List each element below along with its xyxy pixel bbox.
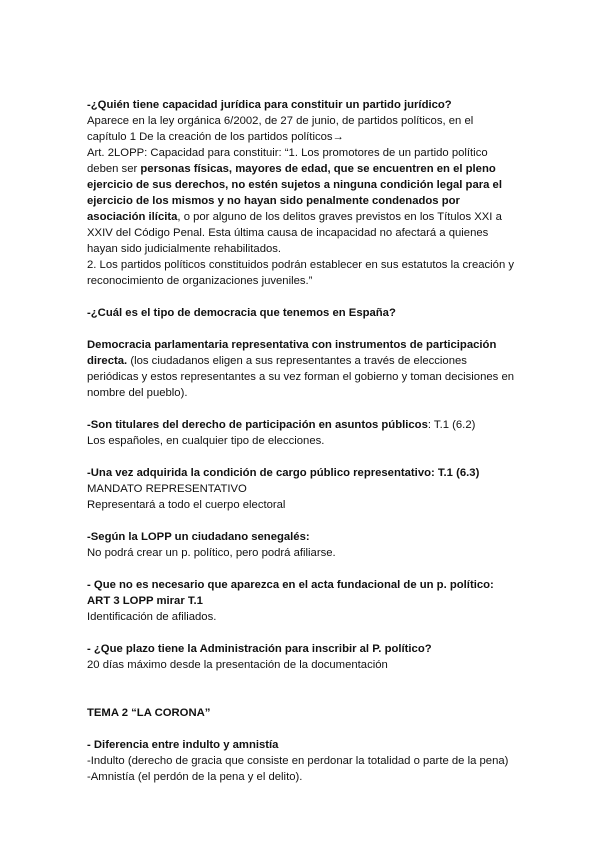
question-heading: -Una vez adquirida la condición de cargo público representativo: T.1 (6.3) — [87, 467, 480, 479]
question-heading: -Son titulares del derecho de participación en asuntos públicos: T.1 (6.2) — [87, 419, 476, 431]
paragraph: Representará a todo el cuerpo electoral — [87, 499, 286, 511]
section-titulares-derecho — [87, 417, 515, 449]
question-heading: -Según la LOPP un ciudadano senegalés: — [87, 531, 310, 543]
question-heading: - Que no es necesario que aparezca en el acta fundacional de un p. político: — [87, 579, 494, 591]
paragraph: MANDATO REPRESENTATIVO — [87, 483, 247, 495]
section-plazo-administracion — [87, 641, 515, 673]
section-capacidad-juridica — [87, 97, 515, 289]
section-ciudadano-senegales — [87, 529, 515, 561]
paragraph: Aparece en la ley orgánica 6/2002, de 27 de junio, de partidos políticos, en el capítulo 1 De la creación de los partidos políticos→ — [87, 115, 474, 143]
question-heading: - Diferencia entre indulto y amnistía — [87, 739, 279, 751]
section-tema-2 — [87, 705, 515, 721]
paragraph: Los españoles, en cualquier tipo de elecciones. — [87, 435, 325, 447]
paragraph: Art. 2LOPP: Capacidad para constituir: “1. Los promotores de un partido político deben ser personas físicas, mayores de edad, que se encuentren en el pleno ejercicio de sus derechos, no estén sujetos a ninguna condición legal para el ejercicio de los mismos y no hayan sido penalmente condenados por asociación ilícita, o por alguno de los delitos graves previstos en los Títulos XXI a XXIV del Código Penal. Esta última causa de incapacidad no afectará a quienes hayan sido judicialmente rehabilitados. — [87, 147, 502, 255]
paragraph: -Amnistía (el perdón de la pena y el delito). — [87, 771, 303, 783]
paragraph: 2. Los partidos políticos constituidos podrán establecer en sus estatutos la creación y reconocimiento de organizaciones juveniles.” — [87, 259, 515, 287]
section-indulto-amnistia — [87, 737, 515, 785]
paragraph: Identificación de afiliados. — [87, 611, 217, 623]
section-tipo-democracia — [87, 305, 515, 401]
section-acta-fundacional — [87, 577, 515, 625]
question-heading: - ¿Que plazo tiene la Administración para inscribir al P. político? — [87, 643, 432, 655]
paragraph: Democracia parlamentaria representativa con instrumentos de participación directa. (los ciudadanos eligen a sus representantes a través de elecciones periódicas y estos representantes a su vez forman el gobierno y toman decisiones en nombre del pueblo). — [87, 339, 515, 399]
paragraph: ART 3 LOPP mirar T.1 — [87, 595, 203, 607]
paragraph: No podrá crear un p. político, pero podrá afiliarse. — [87, 547, 336, 559]
question-heading: -¿Cuál es el tipo de democracia que tenemos en España? — [87, 307, 396, 319]
document-page — [87, 97, 515, 785]
section-cargo-publico — [87, 465, 515, 513]
paragraph: -Indulto (derecho de gracia que consiste en perdonar la totalidad o parte de la pena) — [87, 755, 509, 767]
paragraph: 20 días máximo desde la presentación de la documentación — [87, 659, 388, 671]
question-heading: -¿Quién tiene capacidad jurídica para constituir un partido jurídico? — [87, 99, 452, 111]
chapter-title: TEMA 2 “LA CORONA” — [87, 707, 211, 719]
